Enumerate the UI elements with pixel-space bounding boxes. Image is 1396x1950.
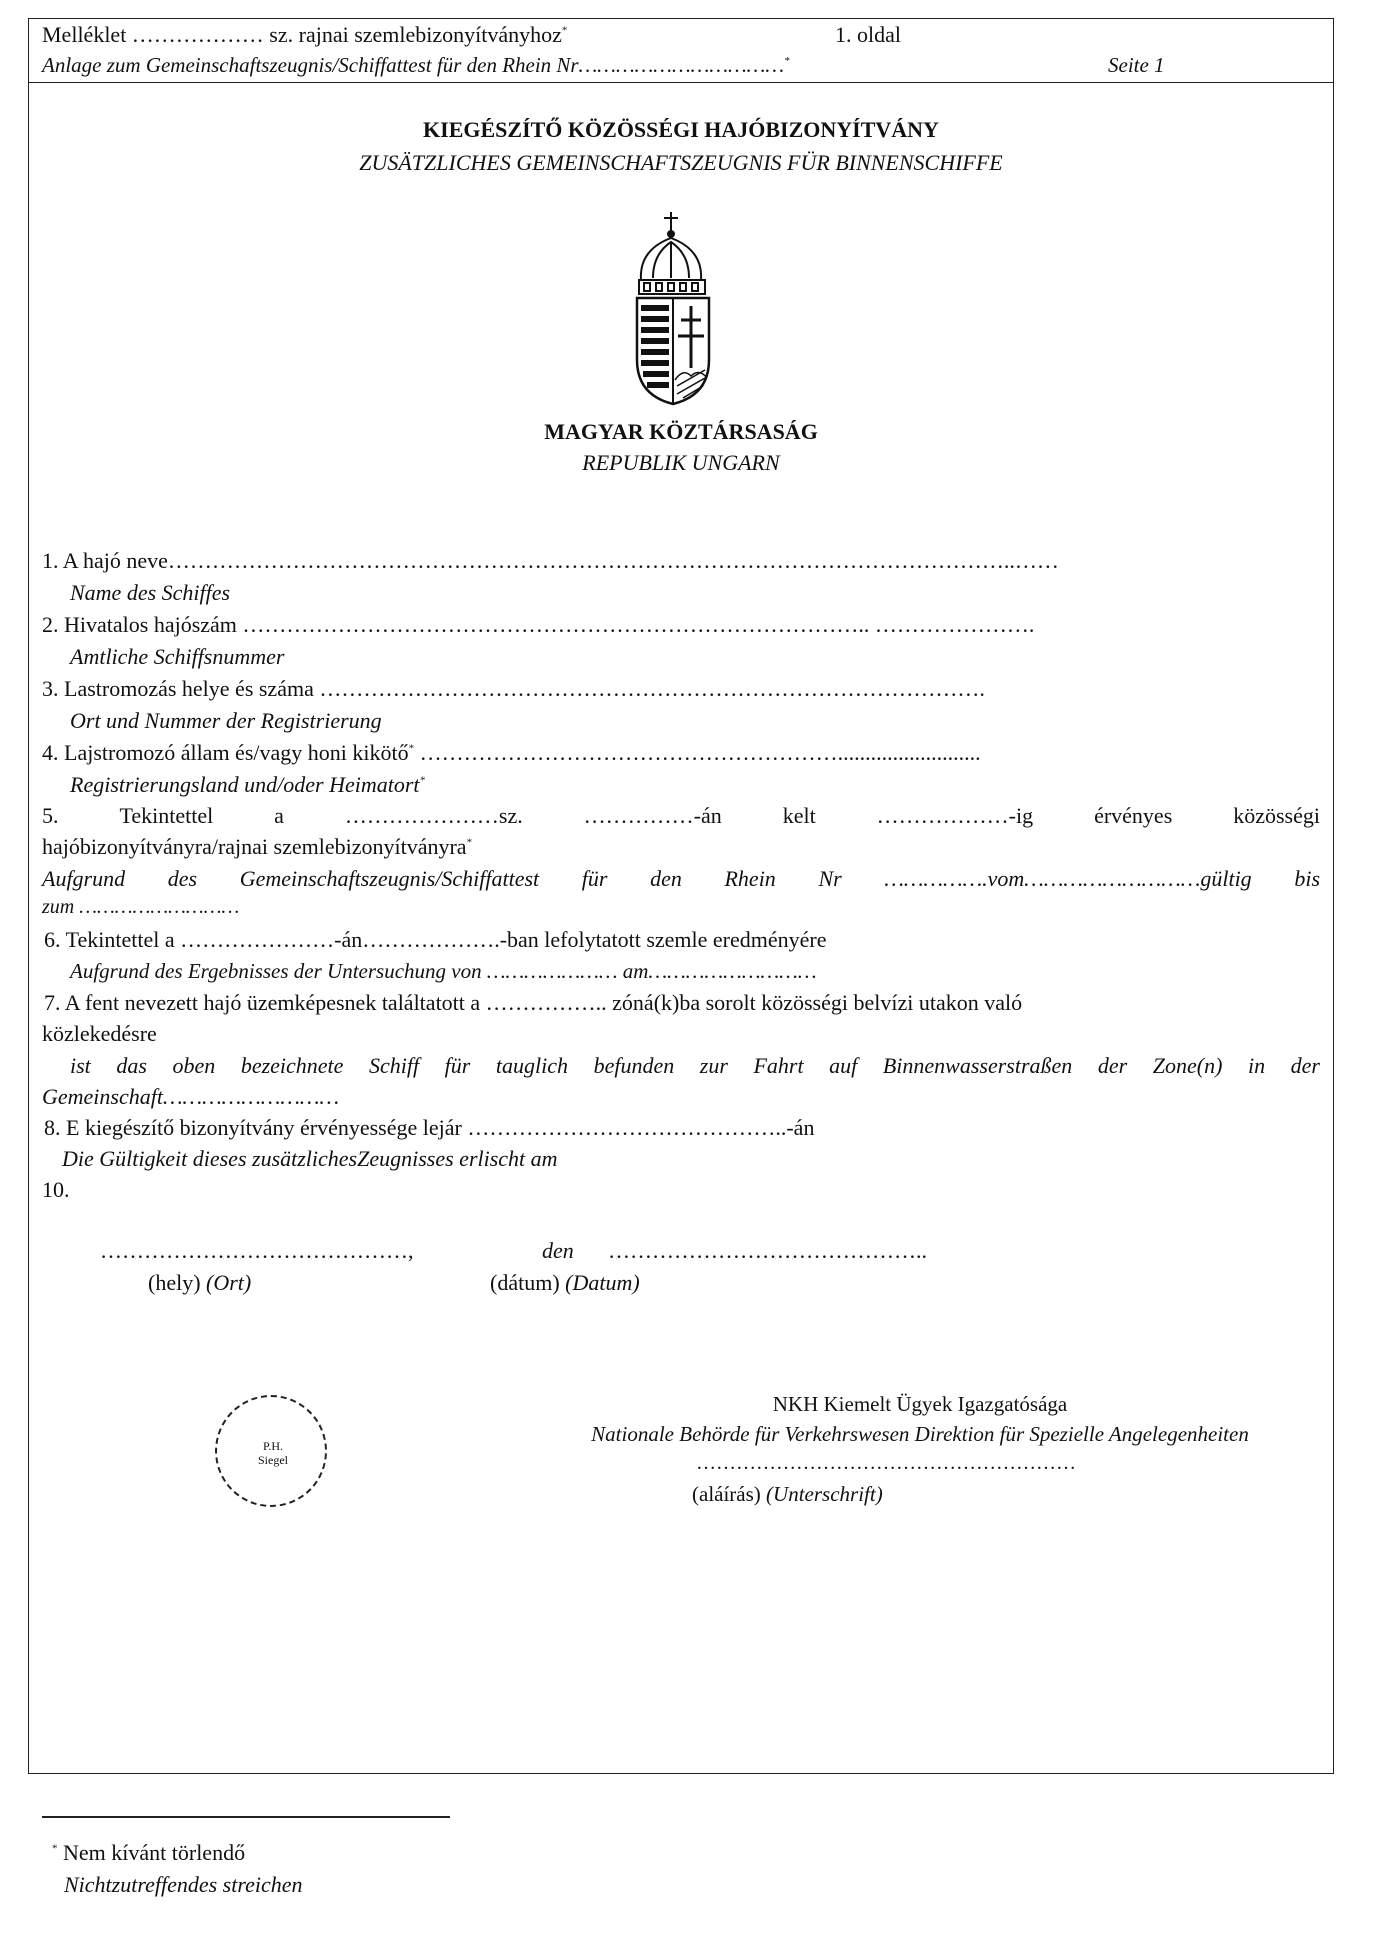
page-number-hu: 1. oldal bbox=[835, 22, 901, 47]
item-4-de-footnote-mark: * bbox=[419, 774, 426, 787]
item-4-de bbox=[70, 772, 1348, 798]
item-5-word: ………………-ig bbox=[876, 803, 1034, 828]
item-4-hu-text: 4. Lajstromozó állam és/vagy honi kikötő bbox=[42, 740, 409, 765]
header-separator bbox=[28, 82, 1334, 83]
footnote-de: Nichtzutreffendes streichen bbox=[64, 1872, 303, 1897]
stamp-text-hu: P.H. bbox=[262, 1439, 283, 1453]
authority-name-de: Nationale Behörde für Verkehrswesen Direktion für Spezielle Angelegenheiten bbox=[591, 1422, 1249, 1446]
item-3-de: Ort und Nummer der Registrierung bbox=[70, 708, 382, 733]
item-10-label: 10. bbox=[42, 1177, 70, 1202]
stamp-text-de: Siegel bbox=[258, 1453, 288, 1467]
place-dots: ……………………………………, bbox=[100, 1238, 414, 1263]
item-5-word: kelt bbox=[782, 803, 816, 828]
item-4-de-text: Registrierungsland und/oder Heimatort bbox=[70, 772, 420, 797]
item-8-de: Die Gültigkeit dieses zusätzlichesZeugnisses erlischt am bbox=[62, 1146, 558, 1171]
footnote-hu-text: Nem kívánt törlendő bbox=[63, 1840, 246, 1865]
header-line-de bbox=[42, 53, 790, 78]
den-label: den bbox=[542, 1238, 574, 1263]
title-de: ZUSÄTZLICHES GEMEINSCHAFTSZEUGNIS FÜR BINNENSCHIFFE bbox=[359, 150, 1003, 175]
item-5-word: érvényes bbox=[1094, 803, 1173, 828]
stamp-text bbox=[217, 1439, 329, 1467]
state-name-de: REPUBLIK UNGARN bbox=[582, 450, 780, 475]
official-stamp-placeholder bbox=[215, 1395, 327, 1507]
item-8-hu: 8. E kiegészítő bizonyítvány érvényessége lejár ……………………………………..-án bbox=[44, 1115, 815, 1140]
date-dots: …………………………………….. bbox=[608, 1238, 927, 1263]
item-5-word: ……………-án bbox=[583, 803, 722, 828]
item-6-hu: 6. Tekintettel a …………………-án……………….-ban lefolytatott szemle eredményére bbox=[44, 927, 827, 952]
place-caption-de: (Ort) bbox=[206, 1270, 252, 1295]
item-7-de-line1: ist das oben bezeichnete Schiff für tauglich befunden zur Fahrt auf Binnenwasserstraßen der Zone(n) in der bbox=[70, 1053, 1320, 1078]
item-1-de: Name des Schiffes bbox=[70, 580, 231, 605]
header-hu-footnote-mark: * bbox=[561, 24, 568, 37]
coat-of-arms-icon bbox=[631, 210, 734, 406]
item-7-hu-line1: 7. A fent nevezett hajó üzemképesnek találtatott a …………….. zóná(k)ba sorolt közösségi belvízi utakon való bbox=[44, 990, 1023, 1015]
item-5-word: a bbox=[274, 803, 284, 828]
signature-dots: ………………………………………………… bbox=[696, 1452, 1076, 1474]
date-caption-de: (Datum) bbox=[565, 1270, 640, 1295]
item-4-hu bbox=[42, 740, 1320, 766]
title-hu: KIEGÉSZÍTŐ KÖZÖSSÉGI HAJÓBIZONYÍTVÁNY bbox=[423, 117, 939, 142]
place-caption bbox=[148, 1270, 251, 1296]
item-5-de-line2: zum ……………………… bbox=[42, 896, 240, 918]
item-5-footnote-mark: * bbox=[466, 836, 473, 849]
item-5-hu-line1 bbox=[42, 803, 1320, 829]
date-caption bbox=[490, 1270, 640, 1296]
item-7-de-line2: Gemeinschaft……………………… bbox=[42, 1084, 340, 1109]
item-5-de-line1: Aufgrund des Gemeinschaftszeugnis/Schiffattest für den Rhein Nr …………….vom………………………gültig bis bbox=[42, 866, 1320, 891]
footnote-hu bbox=[52, 1840, 245, 1866]
item-5-word: …………………sz. bbox=[344, 803, 523, 828]
item-5-hu-line2-text: hajóbizonyítványra/rajnai szemlebizonyítványra bbox=[42, 834, 467, 859]
item-5-word: 5. bbox=[42, 803, 59, 828]
item-5-word: Tekintettel bbox=[119, 803, 214, 828]
footnote-rule bbox=[42, 1816, 450, 1818]
item-2-de: Amtliche Schiffsnummer bbox=[70, 644, 285, 669]
item-4-footnote-mark: * bbox=[408, 742, 415, 755]
item-5-word: közösségi bbox=[1233, 803, 1320, 828]
footnote-mark: * bbox=[52, 1842, 58, 1855]
item-5-hu-line2 bbox=[42, 834, 1320, 860]
header-de-footnote-mark: * bbox=[784, 55, 790, 67]
signature-caption bbox=[692, 1482, 883, 1507]
item-6-de: Aufgrund des Ergebnisses der Untersuchung von ………………… am……………………… bbox=[70, 959, 817, 983]
page-number-de: Seite 1 bbox=[1108, 53, 1165, 77]
signature-caption-de: (Unterschrift) bbox=[766, 1482, 883, 1506]
header-hu-text: Melléklet ……………… sz. rajnai szemlebizonyítványhoz bbox=[42, 22, 562, 47]
item-3-hu: 3. Lastromozás helye és száma ………………………………………………………………………………. bbox=[42, 676, 985, 701]
date-caption-hu: (dátum) bbox=[490, 1270, 560, 1295]
signature-caption-hu: (aláírás) bbox=[692, 1482, 761, 1506]
item-4-hu-dots: ………………………………………………….......................... bbox=[414, 740, 981, 765]
header-de-text: Anlage zum Gemeinschaftszeugnis/Schiffattest für den Rhein Nr…………………………… bbox=[42, 53, 785, 77]
place-caption-hu: (hely) bbox=[148, 1270, 201, 1295]
item-7-hu-line2: közlekedésre bbox=[42, 1021, 157, 1046]
authority-name-hu: NKH Kiemelt Ügyek Igazgatósága bbox=[772, 1392, 1068, 1416]
item-2-hu: 2. Hivatalos hajószám ………………………………………………………………………….. …………………. bbox=[42, 612, 1035, 637]
header-line-hu bbox=[42, 22, 567, 48]
item-1-hu: 1. A hajó neve……………………………………………………………………………………………………..…… bbox=[42, 548, 1059, 573]
state-name-hu: MAGYAR KÖZTÁRSASÁG bbox=[544, 419, 818, 444]
